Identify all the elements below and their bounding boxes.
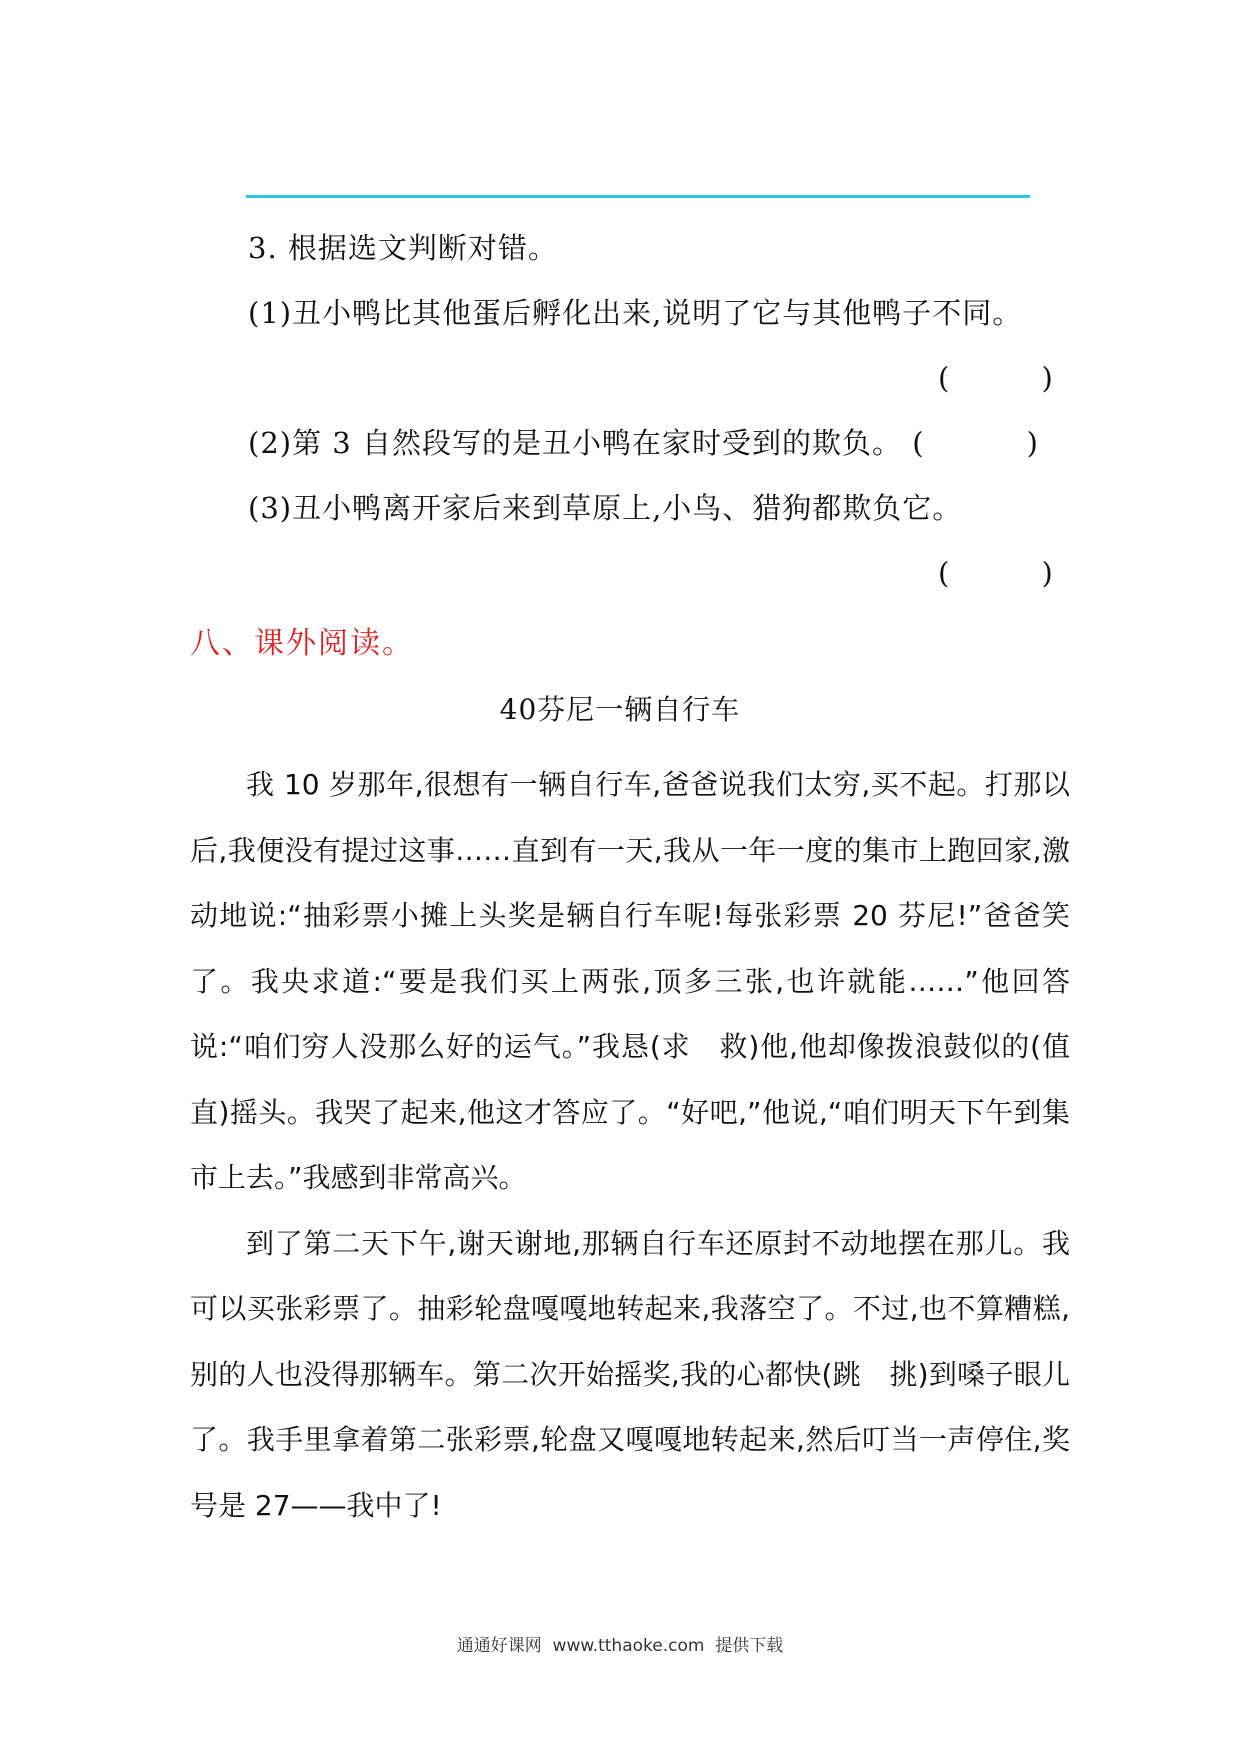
story-paragraph-1: 我 10 岁那年,很想有一辆自行车,爸爸说我们太穷,买不起。打那以后,我便没有提过这事……直到有一天,我从一年一度的集市上跑回家,激动地说:“抽彩票小摊上头奖是辆自行车呢!每张彩票 20 芬尼!”爸爸笑了。我央求道:“要是我们买上两张,顶多三张,也许就能……”他回答说:“咱们穷人没那么好的运气。”我恳(求 救)他,他却像拨浪鼓似的(值 直)摇头。我哭了起来,他这才答应了。“好吧,”他说,“咱们明天下午到集市上去。”我感到非常高兴。 (190, 768, 1099, 1194)
page-footer: 通通好课网 www.tthaoke.com 提供下载 (456, 1636, 784, 1656)
story-title: 40芬尼一辆自行车 (499, 693, 741, 726)
section-8-heading: 八、课外阅读。 (190, 626, 414, 661)
question-3-item-3: (3)丑小鸭离开家后来到草原上,小鸟、猎狗都欺负它。 (248, 491, 963, 525)
top-divider-line (246, 195, 1030, 198)
question-3-item-2-text: (2)第 3 自然段写的是丑小鸭在家时受到的欺负。 (248, 426, 902, 460)
story-paragraph-2: 到了第二天下午,谢天谢地,那辆自行车还原封不动地摆在那儿。我可以买张彩票了。抽彩轮盘嘎嘎地转起来,我落空了。不过,也不算糟糕,别的人也没得那辆车。第二次开始摇奖,我的心都快(跳 挑)到嗓子眼儿了。我手里拿着第二张彩票,轮盘又嘎嘎地转起来,然后叮当一声停住,奖号是 27——我中了! (190, 1226, 1070, 1522)
question-3-item-2 (248, 423, 1039, 463)
question-3-item-1: (1)丑小鸭比其他蛋后孵化出来,说明了它与其他鸭子不同。 (248, 296, 1023, 330)
answer-paren-1[interactable]: ( ) (938, 361, 1053, 395)
answer-paren-2[interactable]: ( ) (912, 426, 1039, 460)
answer-paren-3[interactable]: ( ) (938, 556, 1053, 590)
question-3-heading: 3. 根据选文判断对错。 (248, 231, 558, 265)
story-body (190, 752, 1099, 1538)
